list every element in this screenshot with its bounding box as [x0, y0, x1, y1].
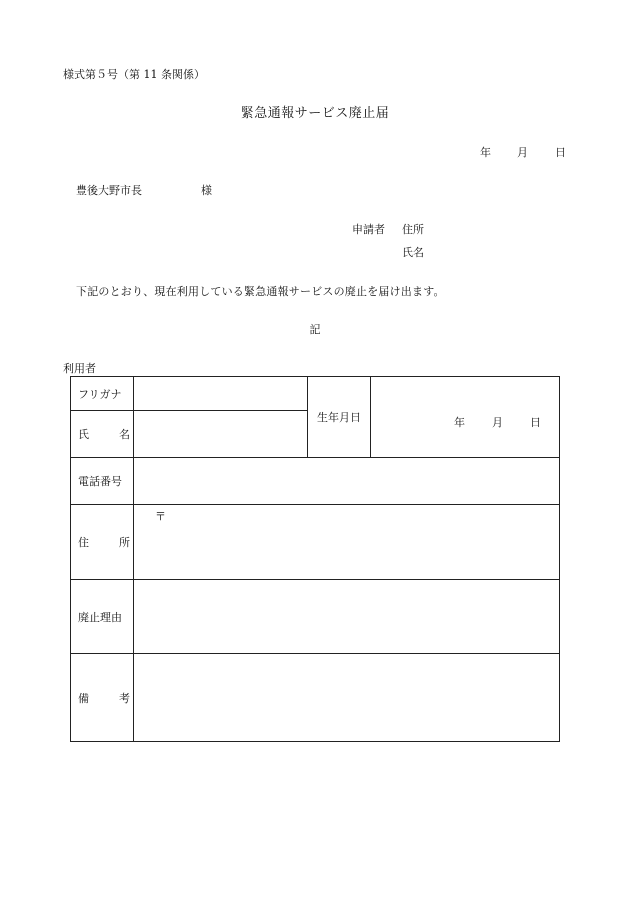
phone-input-cell[interactable] [134, 458, 560, 505]
furigana-label-cell [71, 377, 134, 411]
addressee-name: 豊後大野市長 [76, 184, 142, 197]
address-input-cell[interactable] [134, 505, 560, 580]
applicant-label: 申請者 [352, 223, 385, 236]
remarks-input-cell[interactable] [134, 654, 560, 742]
birthdate-input-cell[interactable] [371, 377, 560, 458]
birthdate-label-cell [308, 377, 371, 458]
phone-label-cell [71, 458, 134, 505]
user-section-label: 利用者 [63, 362, 96, 375]
reason-label-cell [71, 580, 134, 654]
remarks-label-char1: 備 [78, 691, 89, 705]
remarks-label-cell [71, 654, 134, 742]
birth-day-label: 日 [530, 416, 541, 429]
date-month-label: 月 [517, 146, 528, 159]
applicant-name-label: 氏名 [402, 246, 424, 259]
ki-marker: 記 [309, 323, 321, 336]
remarks-label-char2: 考 [119, 691, 130, 705]
name-input-cell[interactable] [134, 411, 308, 458]
user-info-table [70, 376, 560, 742]
addressee-honorific: 様 [201, 184, 212, 197]
name-label-char1: 氏 [78, 428, 89, 441]
birth-month-label: 月 [492, 416, 503, 429]
furigana-label: フリガナ [78, 387, 122, 401]
name-label-cell [71, 411, 134, 458]
date-year-label: 年 [480, 146, 491, 159]
birth-year-label: 年 [454, 416, 465, 429]
page-title: 緊急通報サービス廃止届 [240, 106, 390, 121]
date-day-label: 日 [555, 146, 566, 159]
reason-label: 廃止理由 [78, 610, 122, 624]
address-label-cell [71, 505, 134, 580]
furigana-input-cell[interactable] [134, 377, 308, 411]
birthdate-label: 生年月日 [317, 411, 361, 424]
statement-text: 下記のとおり、現在利用している緊急通報サービスの廃止を届け出ます。 [76, 285, 445, 298]
applicant-address-label: 住所 [402, 223, 424, 236]
form-number: 様式第５号（第 11 条関係） [63, 68, 205, 81]
address-label-char2: 所 [119, 536, 130, 549]
name-label-char2: 名 [119, 428, 130, 441]
address-label-char1: 住 [78, 536, 89, 549]
reason-input-cell[interactable] [134, 580, 560, 654]
phone-label: 電話番号 [78, 475, 122, 488]
postal-mark: 〒 [155, 510, 166, 523]
